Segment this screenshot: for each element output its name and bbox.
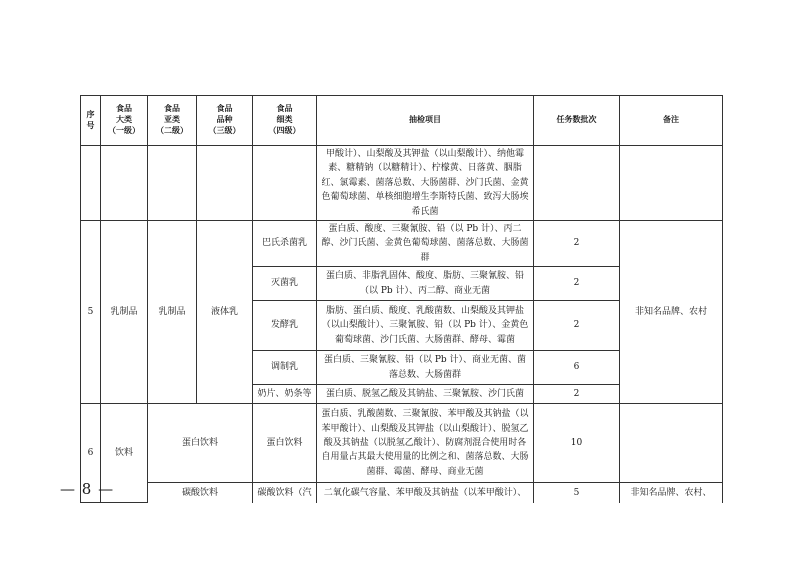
header-cat4: 食品 细类 （四级） — [253, 96, 317, 146]
cell-cat4: 蛋白饮料 — [253, 404, 317, 483]
cell-items: 脂肪、蛋白质、酸度、乳酸菌数、山梨酸及其钾盐（以山梨酸计）、三聚氰胺、铅（以 Pb 计）、金黄色葡萄球菌、沙门氏菌、大肠菌群、酵母、霉菌 — [317, 301, 534, 351]
cell-seq: 5 — [81, 220, 101, 403]
table-row — [81, 220, 723, 266]
cell-count: 2 — [534, 220, 620, 266]
cell-count: 2 — [534, 301, 620, 351]
cell-seq: 6 — [81, 404, 101, 503]
cell-seq — [81, 146, 101, 221]
table-header-row — [81, 96, 723, 146]
cell-cat2-cat3: 蛋白饮料 — [148, 404, 253, 483]
cell-count: 2 — [534, 385, 620, 404]
cell-note: 非知名品牌、农村、 — [620, 483, 723, 503]
cell-count: 10 — [534, 404, 620, 483]
cell-cat4: 碳酸饮料（汽 — [253, 483, 317, 503]
table-row — [81, 146, 723, 221]
cell-cat2 — [148, 146, 197, 221]
cell-cat3: 液体乳 — [197, 220, 253, 403]
cell-note — [620, 146, 723, 221]
cell-cat4: 奶片、奶条等 — [253, 385, 317, 404]
cell-cat4 — [253, 146, 317, 221]
cell-items: 二氧化碳气容量、苯甲酸及其钠盐（以苯甲酸计）、 — [317, 483, 534, 503]
cell-cat4: 发酵乳 — [253, 301, 317, 351]
cell-count: 2 — [534, 267, 620, 301]
inspection-table — [80, 95, 723, 503]
cell-count: 6 — [534, 351, 620, 385]
cell-count — [534, 146, 620, 221]
header-note: 备注 — [620, 96, 723, 146]
cell-cat3 — [197, 146, 253, 221]
table-row — [81, 404, 723, 483]
cell-cat2: 乳制品 — [148, 220, 197, 403]
cell-note: 非知名品牌、农村 — [620, 220, 723, 403]
cell-cat1 — [101, 146, 148, 221]
cell-count: 5 — [534, 483, 620, 503]
cell-cat4: 灭菌乳 — [253, 267, 317, 301]
cell-items: 甲酸计）、山梨酸及其钾盐（以山梨酸计）、纳他霉素、糖精钠（以糖精计）、柠檬黄、日落黄、胭脂红、氯霉素、菌落总数、大肠菌群、沙门氏菌、金黄色葡萄球菌、单核细胞增生李斯特氏菌、致泻大肠埃希氏菌 — [317, 146, 534, 221]
cell-cat1: 饮料 — [101, 404, 148, 503]
header-cat1: 食品 大类 （一级） — [101, 96, 148, 146]
cell-items: 蛋白质、三聚氰胺、铅（以 Pb 计）、商业无菌、菌落总数、大肠菌群 — [317, 351, 534, 385]
cell-cat1: 乳制品 — [101, 220, 148, 403]
header-seq: 序 号 — [81, 96, 101, 146]
cell-items: 蛋白质、非脂乳固体、酸度、脂肪、三聚氰胺、铅（以 Pb 计）、丙二醇、商业无菌 — [317, 267, 534, 301]
cell-cat4: 巴氏杀菌乳 — [253, 220, 317, 266]
cell-cat4: 调制乳 — [253, 351, 317, 385]
table-row — [81, 483, 723, 503]
header-count: 任务数批次 — [534, 96, 620, 146]
header-cat3: 食品 品种 （三级） — [197, 96, 253, 146]
cell-items: 蛋白质、乳酸菌数、三聚氰胺、苯甲酸及其钠盐（以苯甲酸计）、山梨酸及其钾盐（以山梨酸计）、脱氢乙酸及其钠盐（以脱氢乙酸计）、防腐剂混合使用时各自用量占其最大使用量的比例之和、菌落总数、大肠菌群、霉菌、酵母、商业无菌 — [317, 404, 534, 483]
page-number: — 8 — — [60, 480, 115, 498]
header-items: 抽检项目 — [317, 96, 534, 146]
cell-cat2-cat3: 碳酸饮料 — [148, 483, 253, 503]
cell-note — [620, 404, 723, 483]
cell-items: 蛋白质、酸度、三聚氰胺、铅（以 Pb 计）、丙二醇、沙门氏菌、金黄色葡萄球菌、菌落总数、大肠菌群 — [317, 220, 534, 266]
cell-items: 蛋白质、脱氢乙酸及其钠盐、三聚氰胺、沙门氏菌 — [317, 385, 534, 404]
header-cat2: 食品 亚类 （二级） — [148, 96, 197, 146]
